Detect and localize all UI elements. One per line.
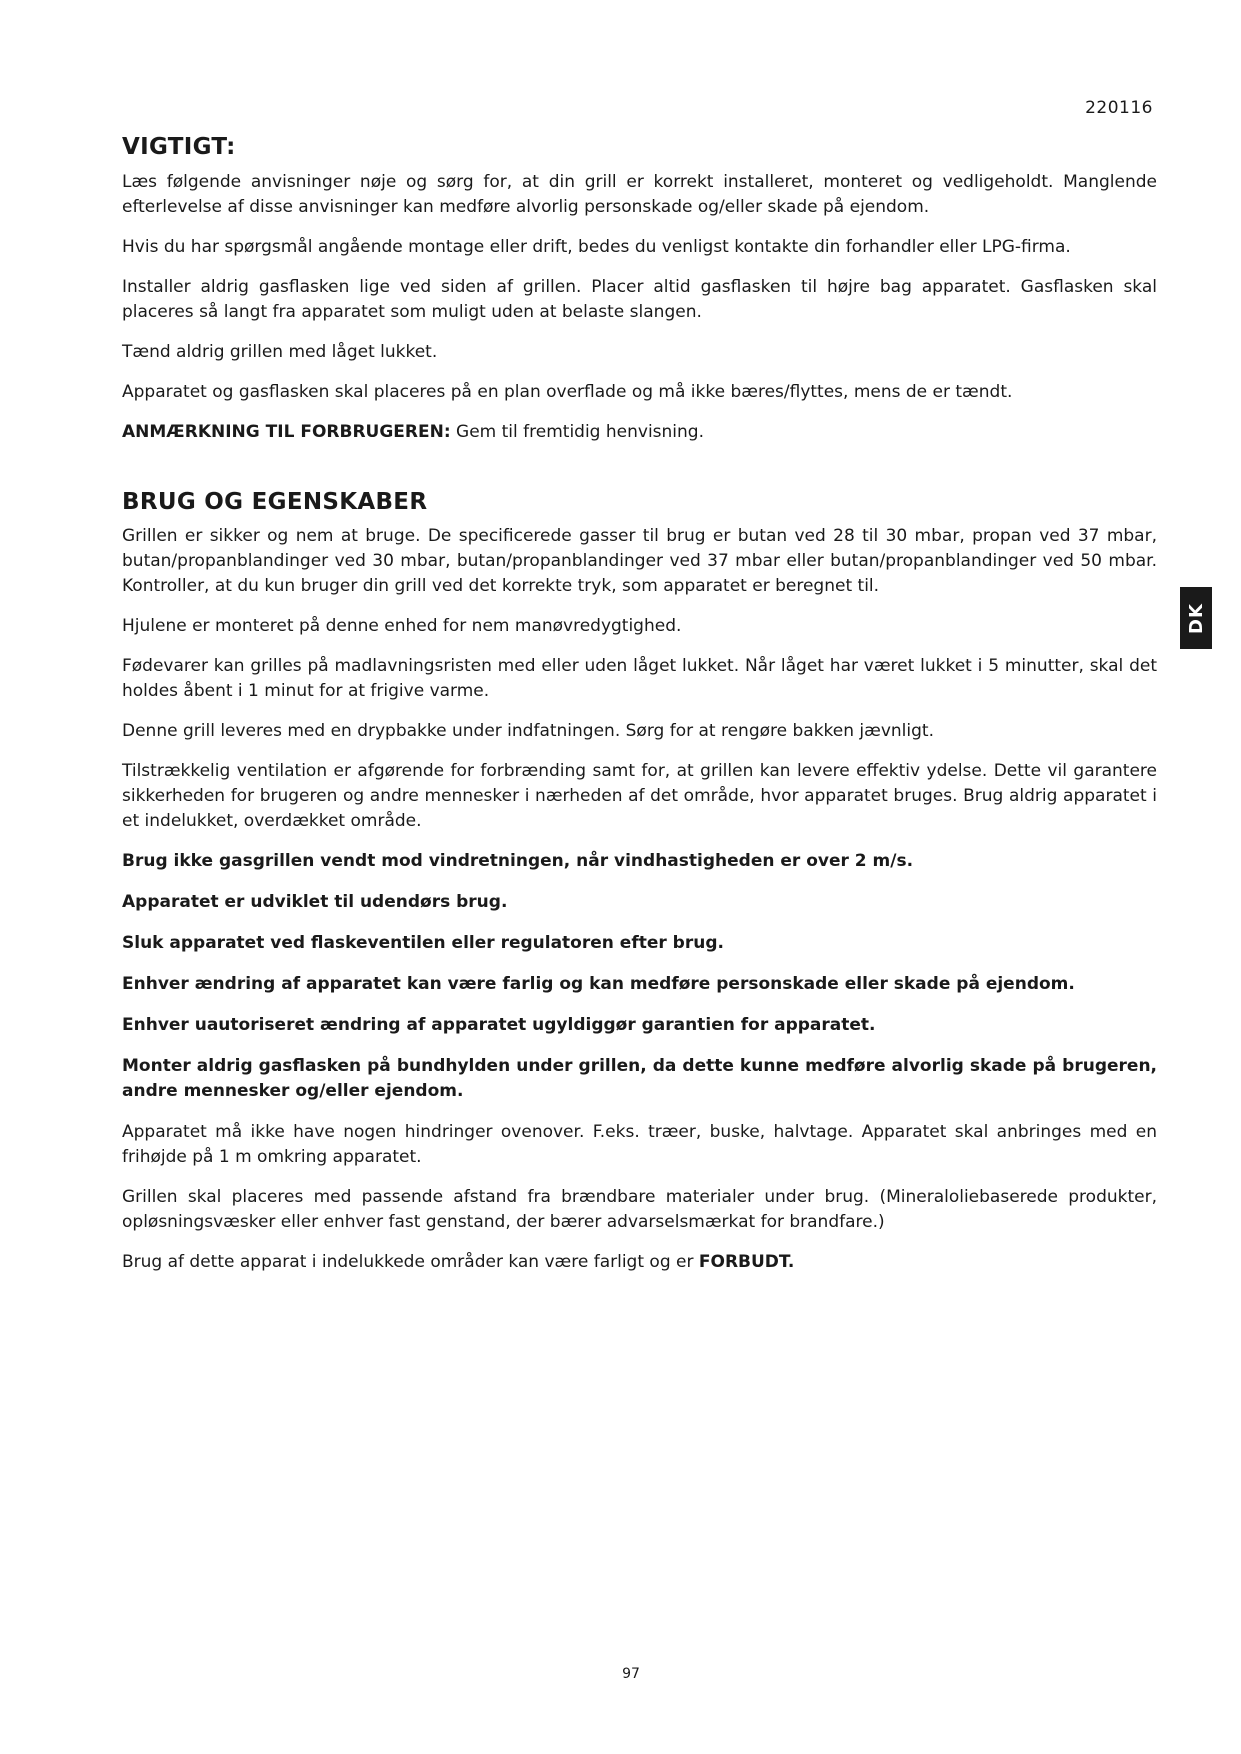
warning-text: Enhver ændring af apparatet kan være farlig og kan medføre personskade eller skade på ejendom. xyxy=(122,974,1075,995)
page-number: 97 xyxy=(622,1666,640,1682)
consumer-note-text: Gem til fremtidig henvisning. xyxy=(450,421,704,442)
language-tab-label: DK xyxy=(1185,602,1207,634)
paragraph: Tænd aldrig grillen med låget lukket. xyxy=(122,341,438,362)
warning-text: Apparatet er udviklet til udendørs brug. xyxy=(122,892,508,913)
page-content xyxy=(122,134,1157,1290)
language-tab xyxy=(1180,587,1212,649)
paragraph: Fødevarer kan grilles på madlavningsristen med eller uden låget lukket. Når låget har været lukket i 5 minutter, skal det holdes åbent i 1 minut for at frigive varme. xyxy=(122,656,1157,702)
paragraph: Læs følgende anvisninger nøje og sørg for, at din grill er korrekt installeret, monteret og vedligeholdt. Manglende efterlevelse af disse anvisninger kan medføre alvorlig personskade og/eller skade på ejendom. xyxy=(122,171,1157,217)
final-paragraph-text: Brug af dette apparat i indelukkede områder kan være farligt og er xyxy=(122,1252,699,1273)
paragraph: Apparatet og gasflasken skal placeres på en plan overflade og må ikke bæres/flyttes, mens de er tændt. xyxy=(122,381,1013,402)
warning-text: Brug ikke gasgrillen vendt mod vindretningen, når vindhastigheden er over 2 m/s. xyxy=(122,851,914,872)
forbudt-label: FORBUDT. xyxy=(698,1252,795,1273)
paragraph: Apparatet må ikke have nogen hindringer ovenover. F.eks. træer, buske, halvtage. Apparatet skal anbringes med en frihøjde på 1 m omkring apparatet. xyxy=(122,1122,1157,1168)
consumer-note-label: ANMÆRKNING TIL FORBRUGEREN: xyxy=(122,421,451,442)
warning-text: Sluk apparatet ved flaskeventilen eller regulatoren efter brug. xyxy=(122,933,724,954)
document-code: 220116 xyxy=(1085,98,1153,118)
paragraph: Grillen er sikker og nem at bruge. De specificerede gasser til brug er butan ved 28 til 30 mbar, propan ved 37 mbar, butan/propanblandinger ved 30 mbar, butan/propanblandinger ved 37 mbar eller butan/propanblandinger ved 50 mbar. Kontroller, at du kun bruger din grill ved det korrekte tryk, som apparatet er beregnet til. xyxy=(122,526,1157,597)
final-paragraph xyxy=(122,1250,1157,1275)
section-title-brug-og-egenskaber: BRUG OG EGENSKABER xyxy=(122,488,428,515)
paragraph: Denne grill leveres med en drypbakke under indfatningen. Sørg for at rengøre bakken jævnligt. xyxy=(122,721,934,742)
paragraph: Tilstrækkelig ventilation er afgørende for forbrænding samt for, at grillen kan levere effektiv ydelse. Dette vil garantere sikkerheden for brugeren og andre mennesker i nærheden af det område, hvor apparatet bruges. Brug aldrig apparatet i et indelukket, overdækket område. xyxy=(122,761,1157,832)
warning-text: Monter aldrig gasflasken på bundhylden under grillen, da dette kunne medføre alvorlig skade på brugeren, andre mennesker og/eller ejendom. xyxy=(122,1056,1157,1102)
section-title-vigtigt: VIGTIGT: xyxy=(122,134,236,160)
paragraph: Hvis du har spørgsmål angående montage eller drift, bedes du venligst kontakte din forhandler eller LPG-firma. xyxy=(122,236,1071,257)
warning-text: Enhver uautoriseret ændring af apparatet ugyldiggør garantien for apparatet. xyxy=(122,1015,876,1036)
paragraph: Grillen skal placeres med passende afstand fra brændbare materialer under brug. (Mineraloliebaserede produkter, opløsningsvæsker eller enhver fast genstand, der bærer advarselsmærkat for brandfare.) xyxy=(122,1187,1157,1233)
paragraph: Hjulene er monteret på denne enhed for nem manøvredygtighed. xyxy=(122,616,682,637)
consumer-note xyxy=(122,420,1157,445)
paragraph: Installer aldrig gasflasken lige ved siden af grillen. Placer altid gasflasken til højre bag apparatet. Gasflasken skal placeres så langt fra apparatet som muligt uden at belaste slangen. xyxy=(122,276,1157,322)
